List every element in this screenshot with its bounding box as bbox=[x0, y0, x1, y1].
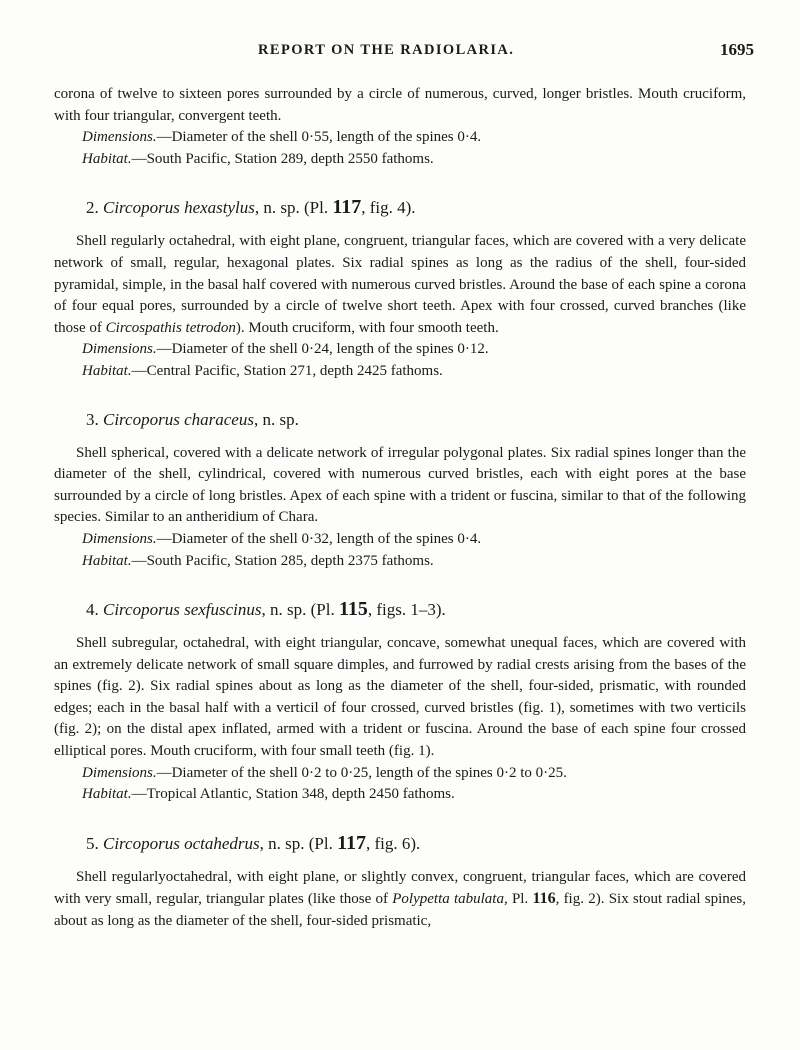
running-title: REPORT ON THE RADIOLARIA. bbox=[258, 42, 515, 58]
description-text: Shell regularlyoctahedral, with eight plane, or slightly convex, congruent, triangular faces, which are covered with very small, regular, triangular plates (like those of bbox=[54, 868, 746, 908]
intro-paragraph: corona of twelve to sixteen pores surrounded by a circle of numerous, curved, longer bristles. Mouth cruciform, with four triangular, convergent teeth. bbox=[54, 86, 746, 124]
habitat-text: —Central Pacific, Station 271, depth 2425 fathoms. bbox=[131, 362, 443, 379]
species-number: 4. bbox=[86, 600, 99, 620]
species-number: 5. bbox=[86, 833, 99, 853]
dimensions-text: —Diameter of the shell 0·32, length of the spines 0·4. bbox=[156, 530, 482, 547]
plate-number: 117 bbox=[337, 831, 366, 854]
description-text: Shell regularly octahedral, with eight plane, congruent, triangular faces, which are covered with a very delicate network of small, regular, hexagonal plates. Six radial spines as long as the radius of the shell, four-sided pyramidal, simple, in the basal half covered with numerous curved bristles. Around the base of each spine a corona of four equal pores, surrounded by a circle of twelve short teeth. Apex with four crossed, curved branches (like those of bbox=[54, 233, 746, 336]
dimensions-label: Dimensions. bbox=[82, 341, 157, 358]
intro-habitat bbox=[54, 149, 746, 171]
dimensions-label: Dimensions. bbox=[82, 530, 157, 547]
species-dimensions bbox=[54, 763, 746, 785]
species-number: 3. bbox=[86, 409, 99, 429]
species-heading bbox=[54, 598, 746, 621]
dimensions-label: Dimensions. bbox=[82, 129, 157, 146]
habitat-text: —South Pacific, Station 285, depth 2375 fathoms. bbox=[131, 552, 434, 569]
habitat-label: Habitat. bbox=[82, 150, 132, 167]
species-description: Shell subregular, octahedral, with eight triangular, concave, somewhat unequal faces, which are covered with an extremely delicate network of small square dimples, and furrowed by radial crests arising from the bases of the spines (fig. 2). Six radial spines about as long as the diameter of the shell, four-sided, prismatic, with rounded edges; each in the basal half with a verticil of four crossed, curved bristles (fig. 1), sometimes with two verticils (fig. 2); on the distal apex inflated, armed with a trident or fuscina. Around the base of each spine four crossed elliptical pores. Mouth cruciform, with four small teeth (fig. 1). bbox=[54, 635, 746, 760]
species-heading bbox=[54, 832, 746, 855]
figure-ref: , fig. 6). bbox=[366, 833, 421, 853]
species-name: Circoporus sexfuscinus bbox=[103, 600, 262, 620]
species-suffix: , n. sp. bbox=[253, 409, 299, 429]
dimensions-text: —Diameter of the shell 0·55, length of the spines 0·4. bbox=[156, 129, 482, 146]
species-heading bbox=[54, 196, 746, 219]
figure-ref: , figs. 1–3). bbox=[367, 600, 446, 620]
species-habitat bbox=[54, 361, 746, 383]
dimensions-text: —Diameter of the shell 0·24, length of the spines 0·12. bbox=[156, 341, 489, 358]
taxon-name: Polypetta tabulata bbox=[392, 891, 504, 908]
species-name: Circoporus octahedrus bbox=[103, 833, 260, 853]
species-description bbox=[54, 867, 746, 933]
habitat-label: Habitat. bbox=[82, 362, 132, 379]
page-body bbox=[54, 84, 746, 933]
species-dimensions bbox=[54, 339, 746, 361]
plate-number: 115 bbox=[338, 598, 368, 621]
description-mid: , Pl. bbox=[503, 891, 533, 908]
habitat-text: —Tropical Atlantic, Station 348, depth 2450 fathoms. bbox=[131, 786, 455, 803]
habitat-text: —South Pacific, Station 289, depth 2550 fathoms. bbox=[131, 150, 434, 167]
running-header bbox=[0, 42, 800, 62]
species-description bbox=[54, 231, 746, 339]
intro-dimensions bbox=[54, 127, 746, 149]
plate-number: 116 bbox=[532, 890, 556, 908]
species-habitat bbox=[54, 551, 746, 573]
species-number: 2. bbox=[86, 198, 99, 218]
description-end: ). Mouth cruciform, with four smooth teeth. bbox=[235, 319, 499, 336]
description-end: , fig. 2). Six stout radial spines, about as long as the diameter of the shell, four-sided prismatic, bbox=[54, 891, 746, 930]
taxon-name: Circospathis tetrodon bbox=[105, 319, 236, 336]
page-number: 1695 bbox=[720, 40, 754, 59]
plate-number: 117 bbox=[332, 196, 362, 219]
dimensions-text: —Diameter of the shell 0·2 to 0·25, length of the spines 0·2 to 0·25. bbox=[156, 764, 567, 781]
species-suffix: , n. sp. (Pl. bbox=[261, 600, 339, 620]
habitat-label: Habitat. bbox=[82, 552, 132, 569]
habitat-label: Habitat. bbox=[82, 786, 132, 803]
species-description: Shell spherical, covered with a delicate network of irregular polygonal plates. Six radial spines longer than the diameter of the shell, cylindrical, covered with numerous curved bristles, each with eight pores at the base surrounded by a circle of long bristles. Apex of each spine with a trident or fuscina, similar to that of the following species. Similar to an antheridium of Chara. bbox=[54, 444, 746, 526]
species-name: Circoporus hexastylus bbox=[103, 198, 255, 218]
species-name: Circoporus characeus bbox=[103, 409, 254, 429]
species-suffix: , n. sp. (Pl. bbox=[259, 833, 338, 853]
dimensions-label: Dimensions. bbox=[82, 764, 157, 781]
figure-ref: , fig. 4). bbox=[361, 198, 416, 218]
species-suffix: , n. sp. (Pl. bbox=[254, 198, 333, 218]
species-habitat bbox=[54, 784, 746, 806]
species-heading bbox=[54, 409, 746, 431]
species-dimensions bbox=[54, 529, 746, 551]
